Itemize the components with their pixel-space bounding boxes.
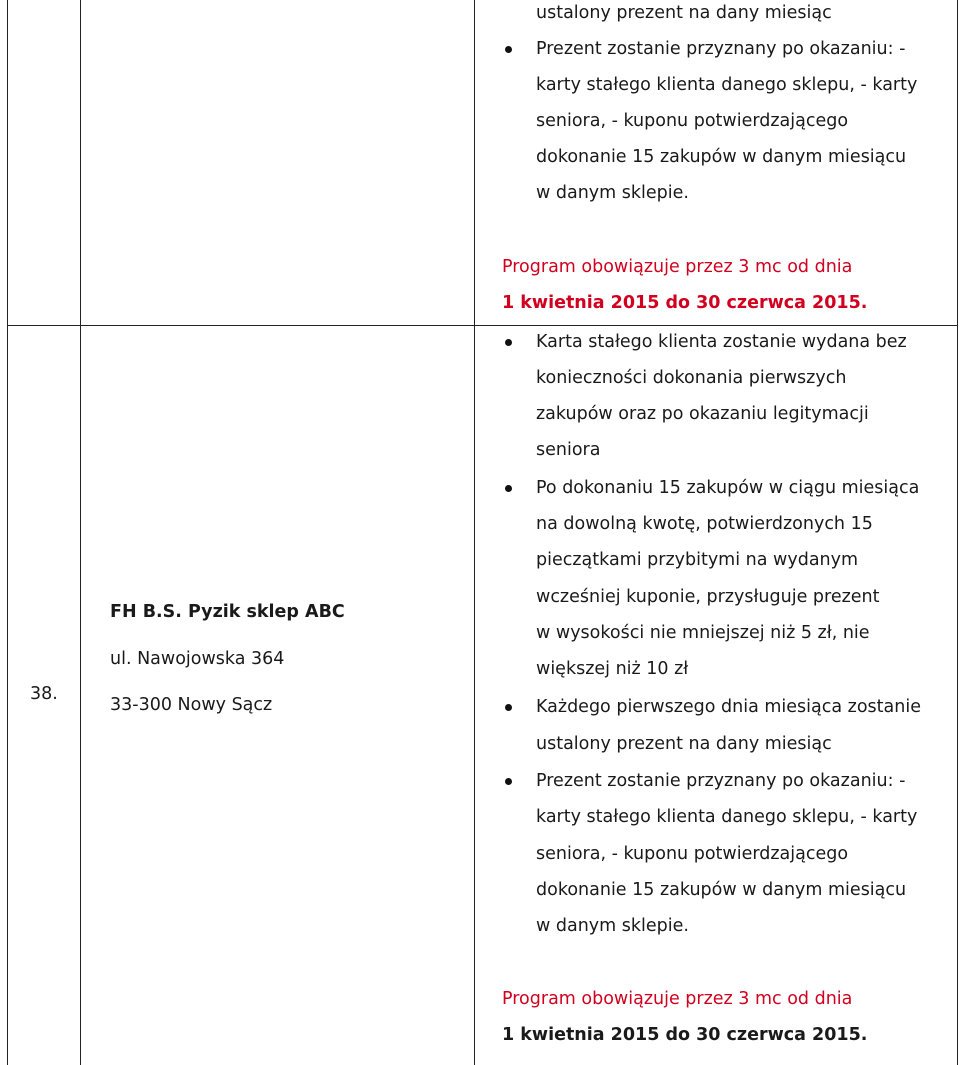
list-line: w danym sklepie. (536, 916, 689, 936)
list-line: seniora (536, 440, 601, 460)
table-border-left (7, 0, 8, 1065)
list-line: w wysokości nie mniejszej niż 5 zł, nie (536, 623, 870, 643)
list-line: w danym sklepie. (536, 183, 689, 203)
shop-street: ul. Nawojowska 364 (110, 649, 285, 669)
program-period-text: Program obowiązuje przez 3 mc od dnia (502, 257, 853, 277)
list-line: wcześniej kuponie, przysługuje prezent (536, 587, 880, 607)
list-line: Każdego pierwszego dnia miesiąca zostanie (536, 697, 921, 717)
program-period-dates: 1 kwietnia 2015 do 30 czerwca 2015. (502, 293, 868, 313)
list-line: karty stałego klienta danego sklepu, - karty (536, 75, 918, 95)
list-line: Karta stałego klienta zostanie wydana bez (536, 332, 907, 352)
list-line: Po dokonaniu 15 zakupów w ciągu miesiąca (536, 478, 920, 498)
list-line: ustalony prezent na dany miesiąc (536, 3, 832, 23)
shop-name: FH B.S. Pyzik sklep ABC (110, 602, 345, 622)
list-line: zakupów oraz po okazaniu legitymacji (536, 404, 869, 424)
bullet-icon (505, 339, 512, 346)
list-line: seniora, - kuponu potwierdzającego (536, 111, 849, 131)
list-line: większej niż 10 zł (536, 659, 689, 679)
shop-city: 33-300 Nowy Sącz (110, 695, 273, 715)
table-border-right (957, 0, 958, 1065)
table-divider-number (80, 0, 81, 1065)
program-period-text: Program obowiązuje przez 3 mc od dnia (502, 989, 853, 1009)
list-line: pieczątkami przybitymi na wydanym (536, 550, 859, 570)
bullet-icon (505, 704, 512, 711)
bullet-icon (505, 46, 512, 53)
list-line: karty stałego klienta danego sklepu, - karty (536, 807, 918, 827)
table-divider-content (474, 0, 475, 1065)
list-line: dokonanie 15 zakupów w danym miesiącu (536, 147, 907, 167)
list-line: konieczności dokonania pierwszych (536, 368, 847, 388)
list-line: Prezent zostanie przyznany po okazaniu: - (536, 39, 906, 59)
list-line: Prezent zostanie przyznany po okazaniu: - (536, 771, 906, 791)
list-line: ustalony prezent na dany miesiąc (536, 734, 832, 754)
list-line: dokonanie 15 zakupów w danym miesiącu (536, 880, 907, 900)
bullet-icon (505, 778, 512, 785)
list-line: na dowolną kwotę, potwierdzonych 15 (536, 514, 873, 534)
program-period-dates: 1 kwietnia 2015 do 30 czerwca 2015. (502, 1025, 868, 1045)
bullet-icon (505, 485, 512, 492)
row-number: 38. (30, 684, 58, 704)
list-line: seniora, - kuponu potwierdzającego (536, 844, 849, 864)
